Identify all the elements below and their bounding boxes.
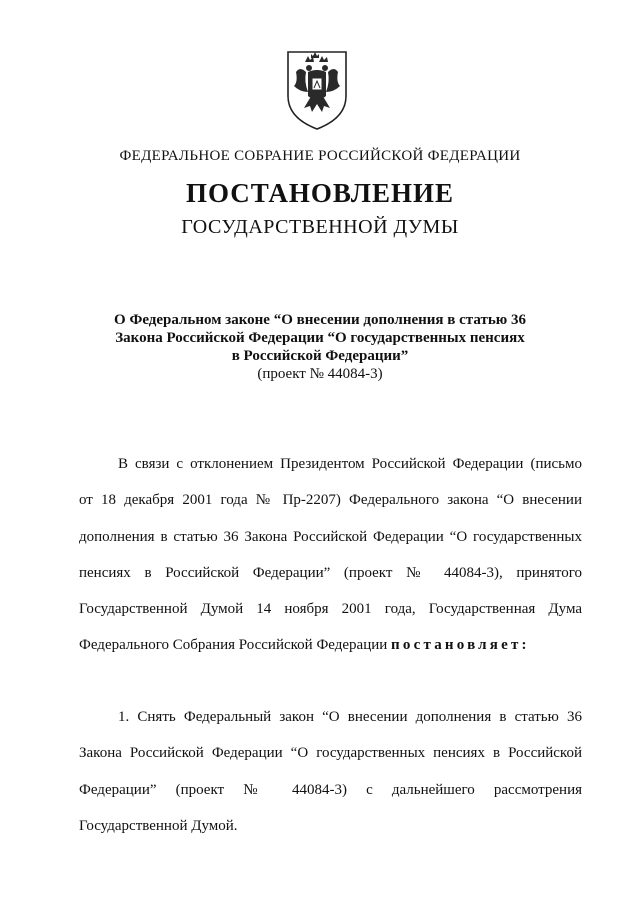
preamble-line: дополнения в статью 36 Закона Российской Федерации “О государственных (79, 529, 582, 545)
subject-line: О Федеральном законе “О внесении дополнения в статью 36 (114, 312, 526, 328)
preamble-line: Государственной Думой 14 ноября 2001 года, Государственная Дума (79, 601, 582, 617)
clause-line: 1. Снять Федеральный закон “О внесении дополнения в статью 36 (118, 709, 582, 725)
coat-of-arms-icon (284, 48, 350, 132)
preamble-line: пенсиях в Российской Федерации” (проект № 44084-3), принятого (79, 565, 582, 581)
subject-line: в Российской Федерации” (231, 348, 409, 364)
issuing-body-heading: ГОСУДАРСТВЕННОЙ ДУМЫ (181, 216, 459, 238)
preamble-line: от 18 декабря 2001 года № Пр-2207) Федерального закона “О внесении (79, 492, 582, 508)
preamble-line: В связи с отклонением Президентом Российской Федерации (письмо (118, 456, 582, 472)
clause-line: Закона Российской Федерации “О государственных пенсиях в Российской (79, 745, 582, 761)
clause-line: Федерации” (проект № 44084-3) с дальнейшего рассмотрения (79, 782, 582, 798)
document-subject (0, 311, 640, 383)
subject-line: Закона Российской Федерации “О государственных пенсиях (115, 330, 525, 346)
organization-name: ФЕДЕРАЛЬНОЕ СОБРАНИЕ РОССИЙСКОЙ ФЕДЕРАЦИИ (119, 148, 521, 164)
preamble-line-text: Федерального Собрания Российской Федерации (79, 637, 388, 653)
project-number: (проект № 44084-3) (257, 366, 383, 382)
clause-line: Государственной Думой. (79, 818, 238, 834)
document-type-heading: ПОСТАНОВЛЕНИЕ (185, 178, 455, 208)
resolution-verb: постановляет: (391, 637, 530, 653)
preamble-last-line (79, 637, 582, 654)
